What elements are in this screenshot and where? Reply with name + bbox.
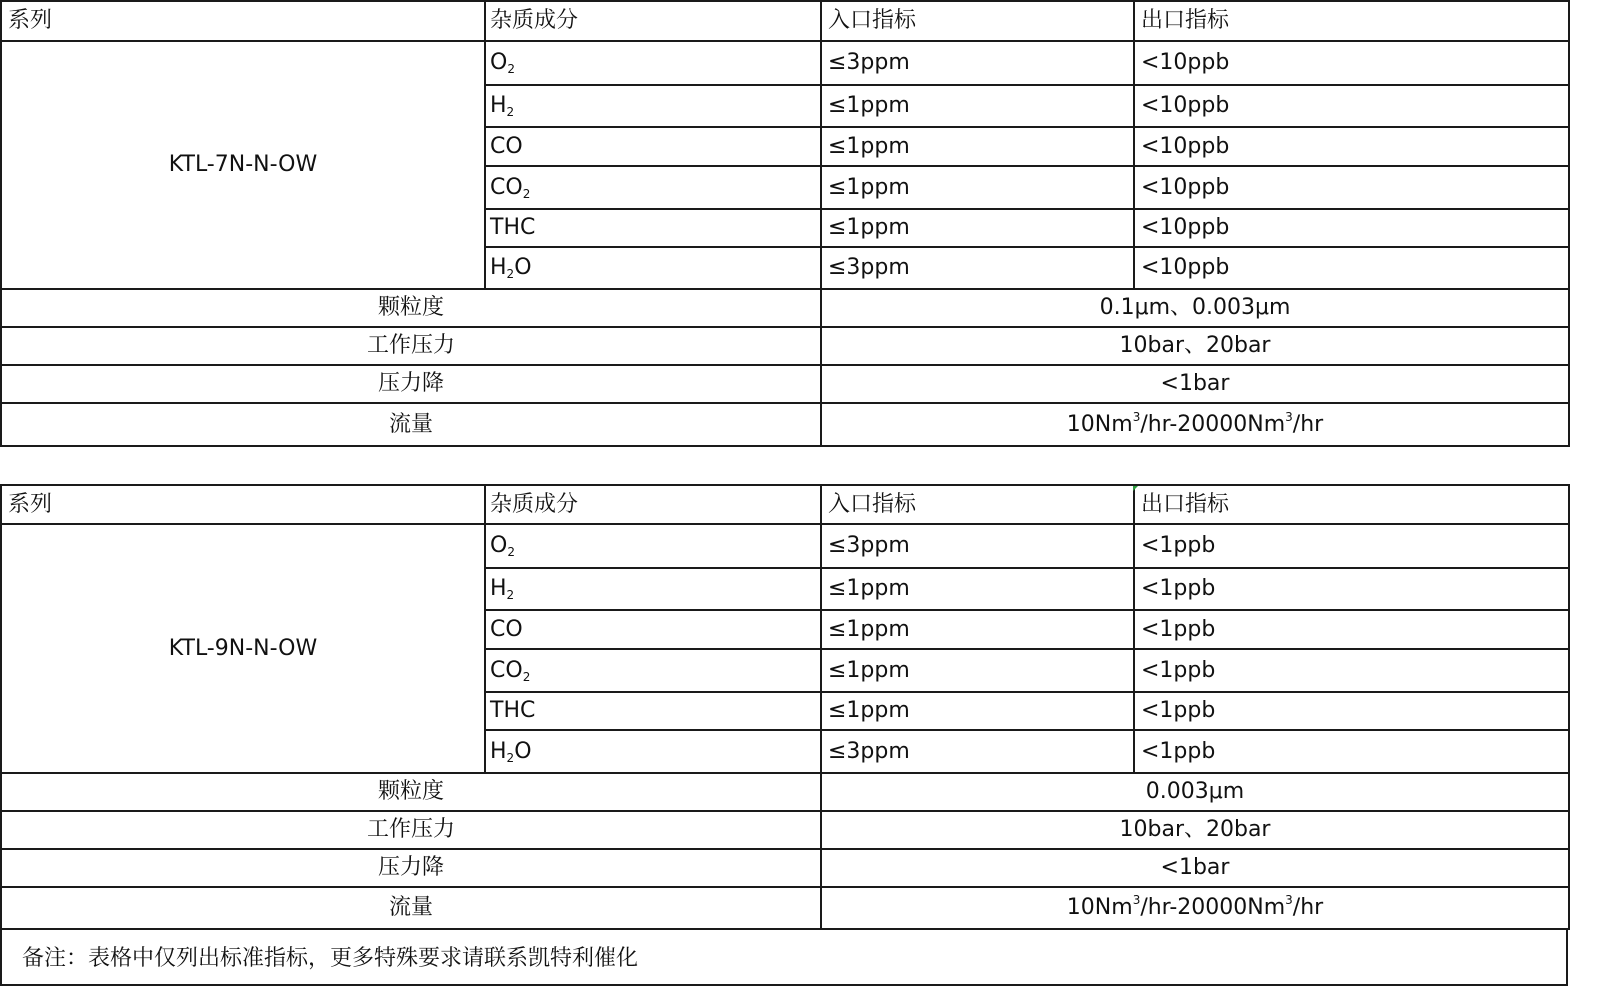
impurity-cell (485, 610, 821, 649)
outlet-value: <10ppb (1134, 85, 1569, 127)
header-impurity: 杂质成分 (485, 1, 821, 41)
flow-value-part: /hr (1292, 411, 1324, 437)
cell-comment-marker (1133, 486, 1138, 491)
working-pressure-value: 10bar、20bar (821, 327, 1569, 365)
outlet-value: <10ppb (1134, 127, 1569, 166)
impurity-formula: H (490, 255, 507, 280)
flow-superscript: 3 (1132, 409, 1141, 424)
inlet-value: ≤1ppm (821, 610, 1134, 649)
outlet-value: <1ppb (1134, 730, 1569, 773)
flow-row (1, 887, 1569, 929)
impurity-cell (485, 127, 821, 166)
pressure-drop-label: 压力降 (1, 849, 821, 887)
outlet-value: <1ppb (1134, 649, 1569, 692)
impurity-formula: THC (490, 215, 536, 240)
impurity-cell (485, 209, 821, 247)
flow-superscript: 3 (1285, 409, 1293, 424)
inlet-value: ≤3ppm (821, 41, 1134, 85)
inlet-value: ≤3ppm (821, 247, 1134, 289)
pressure-drop-value: <1bar (821, 365, 1569, 403)
spec-table-2 (0, 484, 1570, 930)
impurity-formula: O (490, 533, 508, 558)
working-pressure-row (1, 327, 1569, 365)
outlet-value: <10ppb (1134, 209, 1569, 247)
impurity-formula-tail: O (514, 738, 532, 764)
impurity-formula: CO (490, 616, 523, 642)
impurity-formula-tail: O (514, 255, 532, 280)
flow-label: 流量 (1, 403, 821, 446)
particle-size-value: 0.003μm (821, 773, 1569, 811)
flow-value-part: /hr-20000Nm (1140, 895, 1286, 920)
inlet-value: ≤1ppm (821, 166, 1134, 209)
outlet-value: <10ppb (1134, 41, 1569, 85)
working-pressure-label: 工作压力 (1, 327, 821, 365)
inlet-value: ≤1ppm (821, 209, 1134, 247)
header-outlet: 出口指标 (1134, 1, 1569, 41)
flow-value-part: 10Nm (1066, 895, 1133, 920)
inlet-value: ≤1ppm (821, 649, 1134, 692)
impurity-cell (485, 41, 821, 85)
outlet-value: <1ppb (1134, 524, 1569, 568)
impurity-formula: CO (490, 133, 523, 159)
impurity-subscript: 2 (507, 545, 515, 559)
impurity-formula: CO (490, 174, 523, 200)
header-inlet: 入口指标 (821, 485, 1134, 524)
flow-value-part: /hr (1292, 895, 1324, 920)
flow-superscript: 3 (1285, 893, 1293, 907)
header-outlet: 出口指标 (1134, 485, 1569, 524)
pressure-drop-row (1, 849, 1569, 887)
pressure-drop-label: 压力降 (1, 365, 821, 403)
impurity-subscript: 2 (522, 669, 531, 684)
outlet-value: <10ppb (1134, 247, 1569, 289)
impurity-cell (485, 524, 821, 568)
table-row (1, 524, 1569, 568)
table-header-row (1, 485, 1569, 524)
outlet-value: <1ppb (1134, 568, 1569, 610)
particle-size-row (1, 289, 1569, 327)
pressure-drop-value: <1bar (821, 849, 1569, 887)
flow-value (821, 403, 1569, 446)
series-model: KTL-7N-N-OW (1, 41, 485, 289)
footnote (0, 928, 1568, 986)
inlet-value: ≤1ppm (821, 127, 1134, 166)
outlet-value: <1ppb (1134, 692, 1569, 730)
impurity-cell (485, 692, 821, 730)
impurity-cell (485, 649, 821, 692)
flow-label: 流量 (1, 887, 821, 929)
impurity-subscript: 2 (506, 105, 515, 119)
footnote-text: 备注：表格中仅列出标准指标，更多特殊要求请联系凯特利催化 (22, 945, 639, 971)
inlet-value: ≤3ppm (821, 524, 1134, 568)
working-pressure-value: 10bar、20bar (821, 811, 1569, 849)
inlet-value: ≤1ppm (821, 692, 1134, 730)
series-model: KTL-9N-N-OW (1, 524, 485, 773)
flow-value (821, 887, 1569, 929)
flow-superscript: 3 (1132, 893, 1141, 907)
impurity-subscript: 2 (522, 186, 531, 201)
pressure-drop-row (1, 365, 1569, 403)
flow-row (1, 403, 1569, 446)
impurity-cell (485, 166, 821, 209)
particle-size-label: 颗粒度 (1, 773, 821, 811)
working-pressure-label: 工作压力 (1, 811, 821, 849)
flow-value-part: 10Nm (1066, 411, 1133, 437)
impurity-formula: H (490, 576, 507, 601)
impurity-cell (485, 85, 821, 127)
outlet-value: <1ppb (1134, 610, 1569, 649)
inlet-value: ≤3ppm (821, 730, 1134, 773)
spec-table-1 (0, 0, 1570, 447)
impurity-formula: THC (490, 698, 536, 723)
working-pressure-row (1, 811, 1569, 849)
particle-size-label: 颗粒度 (1, 289, 821, 327)
impurity-formula: CO (490, 657, 523, 683)
impurity-formula: H (490, 738, 507, 764)
inlet-value: ≤1ppm (821, 85, 1134, 127)
table-row (1, 41, 1569, 85)
impurity-formula: H (490, 93, 507, 118)
header-series: 系列 (1, 485, 485, 524)
impurity-formula: O (490, 50, 508, 75)
impurity-subscript: 2 (507, 62, 515, 76)
inlet-value: ≤1ppm (821, 568, 1134, 610)
particle-size-value: 0.1μm、0.003μm (821, 289, 1569, 327)
outlet-value: <10ppb (1134, 166, 1569, 209)
impurity-subscript: 2 (506, 588, 515, 602)
particle-size-row (1, 773, 1569, 811)
header-series: 系列 (1, 1, 485, 41)
flow-value-part: /hr-20000Nm (1140, 411, 1286, 437)
impurity-cell (485, 568, 821, 610)
impurity-subscript: 2 (506, 750, 515, 765)
table-header-row (1, 1, 1569, 41)
impurity-subscript: 2 (506, 267, 515, 281)
header-inlet: 入口指标 (821, 1, 1134, 41)
impurity-cell (485, 247, 821, 289)
impurity-cell (485, 730, 821, 773)
header-impurity: 杂质成分 (485, 485, 821, 524)
